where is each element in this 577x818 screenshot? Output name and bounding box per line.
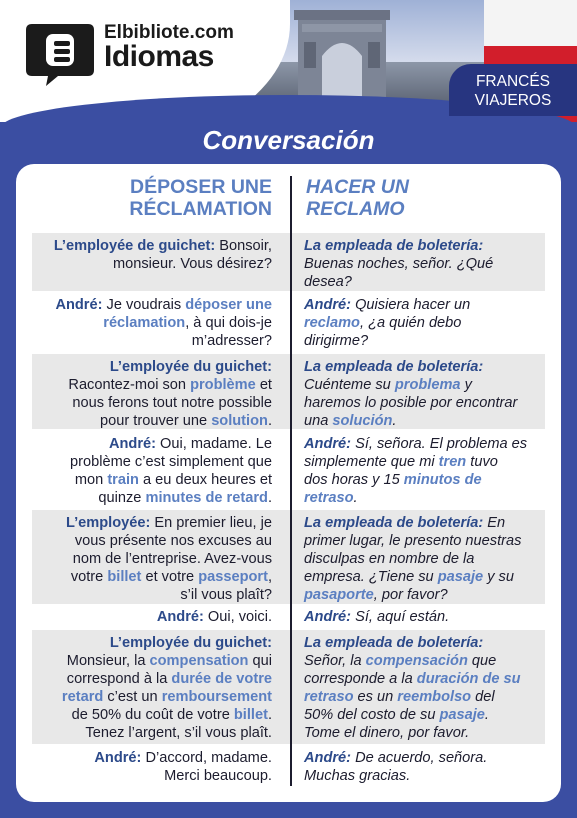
- speaker-label: André:: [94, 750, 142, 766]
- text-segment: En: [483, 515, 506, 531]
- french-line: [32, 608, 272, 626]
- keyword: déposer une: [185, 297, 272, 313]
- text-segment: , ¿a quién debo: [359, 315, 462, 331]
- dialogue-row: [32, 630, 545, 744]
- column-heading-line: RÉCLAMATION: [129, 198, 272, 220]
- text-line: [304, 471, 540, 489]
- keyword: solución: [332, 413, 393, 429]
- speaker-label: André:: [304, 436, 352, 452]
- text-line: [32, 634, 272, 652]
- spanish-line: [304, 608, 540, 626]
- text-line: [304, 550, 540, 568]
- spanish-line: [304, 634, 540, 742]
- text-line: [304, 332, 540, 350]
- spanish-line: [304, 514, 540, 604]
- text-line: [32, 237, 272, 255]
- text-line: [304, 532, 540, 550]
- text-segment: .: [267, 707, 272, 723]
- header-banner: [0, 0, 577, 122]
- text-segment: , por favor?: [373, 587, 448, 603]
- text-line: [304, 749, 540, 767]
- speaker-label: André:: [304, 609, 352, 625]
- text-segment: una: [304, 413, 333, 429]
- text-line: [32, 412, 272, 430]
- speaker-label: La empleada de boletería:: [304, 515, 484, 531]
- text-segment: primer lugar, le presento nuestras: [304, 533, 522, 549]
- text-line: [304, 435, 540, 453]
- text-segment: problème c’est simplement que: [70, 454, 272, 470]
- speaker-label: La empleada de boletería:: [304, 635, 484, 651]
- text-line: [304, 314, 540, 332]
- keyword: pasaje: [439, 707, 485, 723]
- speaker-label: André:: [304, 297, 352, 313]
- text-segment: .: [392, 413, 397, 429]
- text-line: [304, 273, 540, 291]
- text-line: [32, 586, 272, 604]
- text-line: [32, 489, 272, 507]
- text-segment: y: [460, 377, 472, 393]
- text-segment: de 50% du coût de votre: [71, 707, 234, 723]
- text-line: [32, 471, 272, 489]
- text-line: [32, 376, 272, 394]
- text-line: [32, 550, 272, 568]
- text-segment: , à qui dois-je: [185, 315, 272, 331]
- text-segment: Oui, voici.: [203, 609, 272, 625]
- speaker-label: La empleada de boletería:: [304, 238, 484, 254]
- dialogue-row: [32, 746, 545, 792]
- text-line: [304, 652, 540, 670]
- text-line: [304, 608, 540, 626]
- text-segment: D’accord, madame.: [141, 750, 272, 766]
- keyword: problema: [394, 377, 461, 393]
- speaker-label: André:: [55, 297, 103, 313]
- spanish-line: [304, 358, 540, 430]
- keyword: reembolso: [397, 689, 472, 705]
- text-line: [32, 706, 272, 724]
- brand-name: Idiomas: [104, 40, 214, 73]
- speaker-label: L’employée de guichet:: [53, 238, 216, 254]
- text-line: [32, 724, 272, 742]
- keyword: minutos de: [403, 472, 482, 488]
- text-line: [304, 412, 540, 430]
- text-segment: De acuerdo, señora.: [351, 750, 488, 766]
- text-line: [304, 255, 540, 273]
- text-line: [304, 688, 540, 706]
- text-segment: Bonsoir,: [215, 238, 272, 254]
- text-segment: Cuénteme su: [304, 377, 395, 393]
- text-line: [304, 376, 540, 394]
- flag-white-stripe: [484, 0, 577, 46]
- text-line: [304, 586, 540, 604]
- keyword: billet: [107, 569, 142, 585]
- text-segment: monsieur. Vous désirez?: [113, 256, 272, 272]
- text-line: [32, 314, 272, 332]
- text-line: [32, 568, 272, 586]
- column-heading-french: [30, 176, 272, 220]
- speaker-label: L’employée:: [65, 515, 151, 531]
- keyword: compensation: [149, 653, 249, 669]
- text-segment: disculpas en nombre de la: [304, 551, 475, 567]
- text-line: [32, 255, 272, 273]
- text-segment: Monsieur, la: [66, 653, 150, 669]
- text-segment: simplemente que mi: [304, 454, 439, 470]
- keyword: durée de votre: [171, 671, 272, 687]
- text-segment: Oui, madame. Le: [156, 436, 272, 452]
- keyword: tren: [438, 454, 467, 470]
- text-segment: En premier lieu, je: [150, 515, 272, 531]
- text-segment: s’il vous plaît?: [180, 587, 272, 603]
- dialogue-row: [32, 233, 545, 291]
- speaker-label: L’employée du guichet:: [109, 635, 272, 651]
- text-segment: Je voudrais: [102, 297, 186, 313]
- text-segment: m’adresser?: [191, 333, 272, 349]
- text-segment: ,: [267, 569, 272, 585]
- text-segment: Racontez-moi son: [68, 377, 191, 393]
- text-segment: desea?: [304, 274, 352, 290]
- page-title: Conversación: [202, 125, 375, 155]
- keyword: duración de su: [416, 671, 521, 687]
- text-line: [32, 670, 272, 688]
- text-line: [32, 435, 272, 453]
- speaker-label: L’employée du guichet:: [109, 359, 272, 375]
- text-line: [304, 514, 540, 532]
- text-segment: nom de l’entreprise. Avez-vous: [72, 551, 272, 567]
- text-segment: dirigirme?: [304, 333, 369, 349]
- keyword: pasaje: [437, 569, 484, 585]
- spanish-line: [304, 296, 540, 350]
- text-line: [304, 724, 540, 742]
- text-segment: dos horas y 15: [304, 472, 404, 488]
- text-segment: Muchas gracias.: [304, 768, 411, 784]
- text-segment: et votre: [141, 569, 199, 585]
- spanish-line: [304, 435, 540, 507]
- text-segment: Tenez l’argent, s’il vous plaît.: [85, 725, 272, 741]
- text-segment: et: [255, 377, 272, 393]
- keyword: retraso: [304, 490, 354, 506]
- spanish-line: [304, 749, 540, 785]
- text-line: [304, 489, 540, 507]
- text-line: [32, 296, 272, 314]
- text-segment: Sí, señora. El problema es: [351, 436, 528, 452]
- french-line: [32, 634, 272, 742]
- text-segment: 50% del costo de su: [304, 707, 440, 723]
- text-segment: correspond à la: [66, 671, 172, 687]
- keyword: retard: [61, 689, 104, 705]
- text-segment: .: [484, 707, 489, 723]
- text-segment: quinze: [98, 490, 146, 506]
- speaker-label: André:: [156, 609, 204, 625]
- text-segment: empresa. ¿Tiene su: [304, 569, 438, 585]
- dialogue-row: [32, 606, 545, 628]
- french-line: [32, 358, 272, 430]
- text-segment: haremos lo posible por encontrar: [304, 395, 518, 411]
- dialogue-row: [32, 292, 545, 352]
- keyword: pasaporte: [304, 587, 374, 603]
- text-segment: Tome el dinero, por favor.: [304, 725, 470, 741]
- text-line: [304, 767, 540, 785]
- french-line: [32, 296, 272, 350]
- text-segment: pour trouver une: [100, 413, 212, 429]
- text-line: [304, 706, 540, 724]
- text-segment: mon: [74, 472, 108, 488]
- text-segment: qui: [248, 653, 272, 669]
- badge-category: VIAJEROS: [474, 92, 552, 109]
- speaker-label: André:: [304, 750, 352, 766]
- text-line: [32, 514, 272, 532]
- text-segment: .: [267, 490, 272, 506]
- arc-de-triomphe-image: [292, 8, 392, 100]
- text-segment: Buenas noches, señor. ¿Qué: [304, 256, 494, 272]
- text-line: [32, 749, 272, 767]
- text-line: [32, 394, 272, 412]
- text-line: [32, 532, 272, 550]
- text-segment: Quisiera hacer un: [351, 297, 471, 313]
- keyword: remboursement: [161, 689, 272, 705]
- text-segment: tuvo: [466, 454, 498, 470]
- french-line: [32, 749, 272, 785]
- text-line: [304, 670, 540, 688]
- text-line: [32, 688, 272, 706]
- text-line: [304, 568, 540, 586]
- dialogue-row: [32, 510, 545, 604]
- keyword: passeport: [198, 569, 268, 585]
- french-line: [32, 237, 272, 273]
- text-segment: a eu deux heures et: [138, 472, 272, 488]
- text-line: [32, 608, 272, 626]
- category-badge: [440, 64, 577, 118]
- dialogue-row: [32, 354, 545, 429]
- text-segment: nous ferons tout notre possible: [72, 395, 272, 411]
- keyword: retraso: [304, 689, 354, 705]
- text-segment: Sí, aquí están.: [351, 609, 450, 625]
- brand-site: Elbibliote.com: [104, 22, 234, 43]
- text-line: [304, 296, 540, 314]
- text-segment: que: [467, 653, 497, 669]
- keyword: minutes de retard: [145, 490, 268, 506]
- column-divider: [290, 176, 292, 786]
- text-line: [304, 394, 540, 412]
- speech-bubble-logo-icon: [24, 20, 96, 88]
- spanish-line: [304, 237, 540, 291]
- column-heading-spanish: [306, 176, 536, 220]
- keyword: billet: [233, 707, 268, 723]
- text-line: [304, 237, 540, 255]
- text-segment: Merci beaucoup.: [164, 768, 272, 784]
- text-segment: corresponde a la: [304, 671, 417, 687]
- french-line: [32, 435, 272, 507]
- keyword: train: [107, 472, 139, 488]
- text-line: [32, 358, 272, 376]
- column-heading-line: RECLAMO: [306, 198, 405, 220]
- text-line: [304, 358, 540, 376]
- text-segment: vous présente nos excuses au: [74, 533, 272, 549]
- keyword: compensación: [365, 653, 468, 669]
- column-heading-line: HACER UN: [306, 176, 409, 198]
- text-line: [32, 453, 272, 471]
- text-line: [304, 634, 540, 652]
- column-heading-line: DÉPOSER UNE: [130, 176, 272, 198]
- text-line: [304, 453, 540, 471]
- keyword: problème: [190, 377, 256, 393]
- text-segment: c’est un: [103, 689, 162, 705]
- text-segment: Señor, la: [304, 653, 366, 669]
- badge-language: FRANCÉS: [475, 73, 551, 90]
- text-segment: .: [267, 413, 272, 429]
- text-line: [32, 652, 272, 670]
- french-line: [32, 514, 272, 604]
- text-line: [32, 767, 272, 785]
- keyword: solution: [211, 413, 268, 429]
- dialogue-row: [32, 431, 545, 508]
- text-line: [32, 332, 272, 350]
- text-segment: .: [353, 490, 358, 506]
- keyword: reclamo: [304, 315, 360, 331]
- keyword: réclamation: [103, 315, 186, 331]
- text-segment: votre: [70, 569, 108, 585]
- text-segment: y su: [483, 569, 514, 585]
- speaker-label: André:: [108, 436, 156, 452]
- speaker-label: La empleada de boletería:: [304, 359, 484, 375]
- text-segment: del: [471, 689, 495, 705]
- text-segment: es un: [353, 689, 398, 705]
